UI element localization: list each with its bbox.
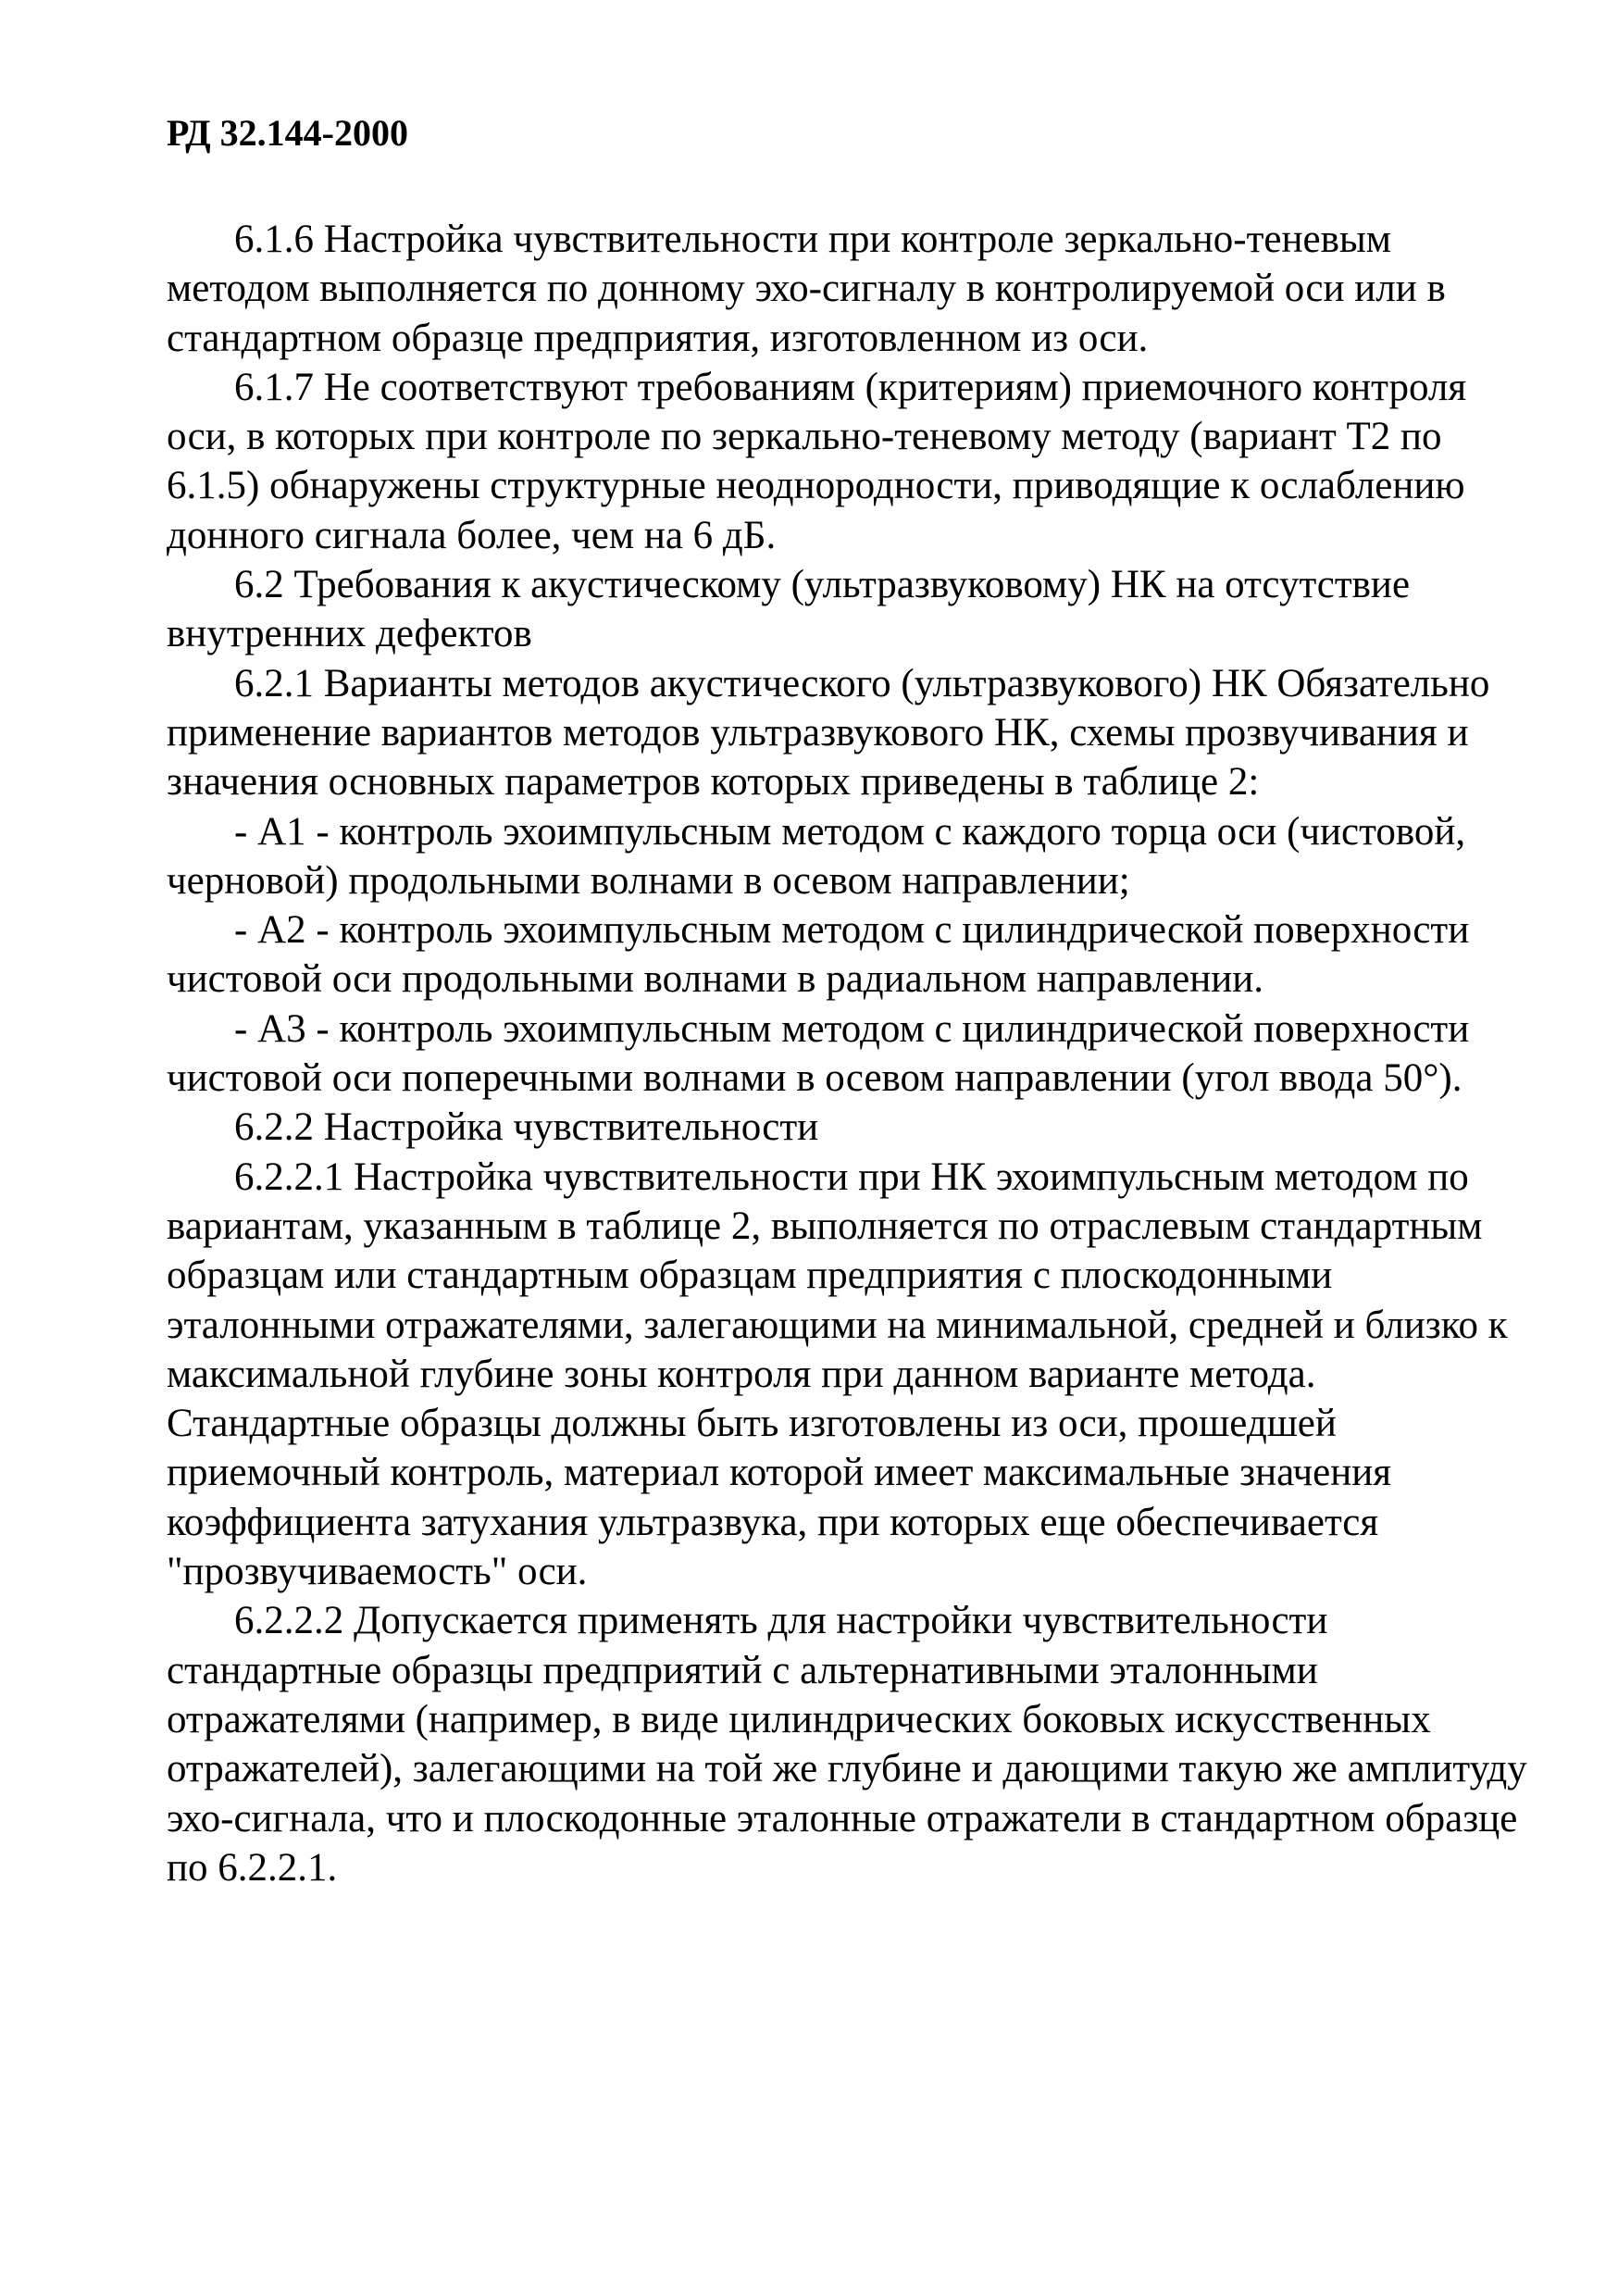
document-code-header: РД 32.144-2000 bbox=[167, 112, 408, 154]
list-item-a2: - А2 - контроль эхоимпульсным методом с цилиндрической поверхности чистовой оси продольными волнами в радиальном направлении. bbox=[167, 908, 1470, 1002]
list-item-a1: - А1 - контроль эхоимпульсным методом с каждого торца оси (чистовой, черновой) продольными волнами в осевом направлении; bbox=[167, 809, 1466, 903]
list-item-a3: - А3 - контроль эхоимпульсным методом с цилиндрической поверхности чистовой оси поперечными волнами в осевом направлении (угол ввода 50°). bbox=[167, 1006, 1470, 1101]
document-body bbox=[167, 215, 1535, 1892]
paragraph-6-2-2: 6.2.2 Настройка чувствительности bbox=[234, 1105, 819, 1150]
paragraph-6-2: 6.2 Требования к акустическому (ультразвуковому) НК на отсутствие внутренних дефектов bbox=[167, 563, 1411, 656]
paragraph-6-2-2-1: 6.2.2.1 Настройка чувствительности при НК эхоимпульсным методом по вариантам, указанным в таблице 2, выполняется по отраслевым стандартным образцам или стандартным образцам предприятия с плоскодонными эталонными отражателями, залегающими на минимальной, средней и близко к максимальной глубине зоны контроля при данном варианте метода. Стандартные образцы должны быть изготовлены из оси, прошедшей приемочный контроль, материал которой имеет максимальные значения коэффициента затухания ультразвука, при которых еще обеспечивается "прозвучиваемость" оси. bbox=[167, 1154, 1508, 1594]
paragraph-6-2-2-2: 6.2.2.2 Допускается применять для настройки чувствительности стандартные образцы предприятий с альтернативными эталонными отражателями (например, в виде цилиндрических боковых искусственных отражателей), залегающими на той же глубине и дающими такую же амплитуду эхо-сигнала, что и плоскодонные эталонные отражатели в стандартном образце по 6.2.2.1. bbox=[167, 1599, 1527, 1890]
paragraph-6-1-7: 6.1.7 Не соответствуют требованиям (критериям) приемочного контроля оси, в которых при контроле по зеркально-теневому методу (вариант Т2 по 6.1.5) обнаружены структурные неоднородности, приводящие к ослаблению донного сигнала более, чем на 6 дБ. bbox=[167, 365, 1467, 557]
paragraph-6-2-1: 6.2.1 Варианты методов акустического (ультразвукового) НК Обязательно применение вариантов методов ультразвукового НК, схемы прозвучивания и значения основных параметров которых приведены в таблице 2: bbox=[167, 661, 1490, 805]
paragraph-6-1-6: 6.1.6 Настройка чувствительности при контроле зеркально-теневым методом выполняется по донному эхо-сигналу в контролируемой оси или в стандартном образце предприятия, изготовленном из оси. bbox=[167, 218, 1446, 360]
